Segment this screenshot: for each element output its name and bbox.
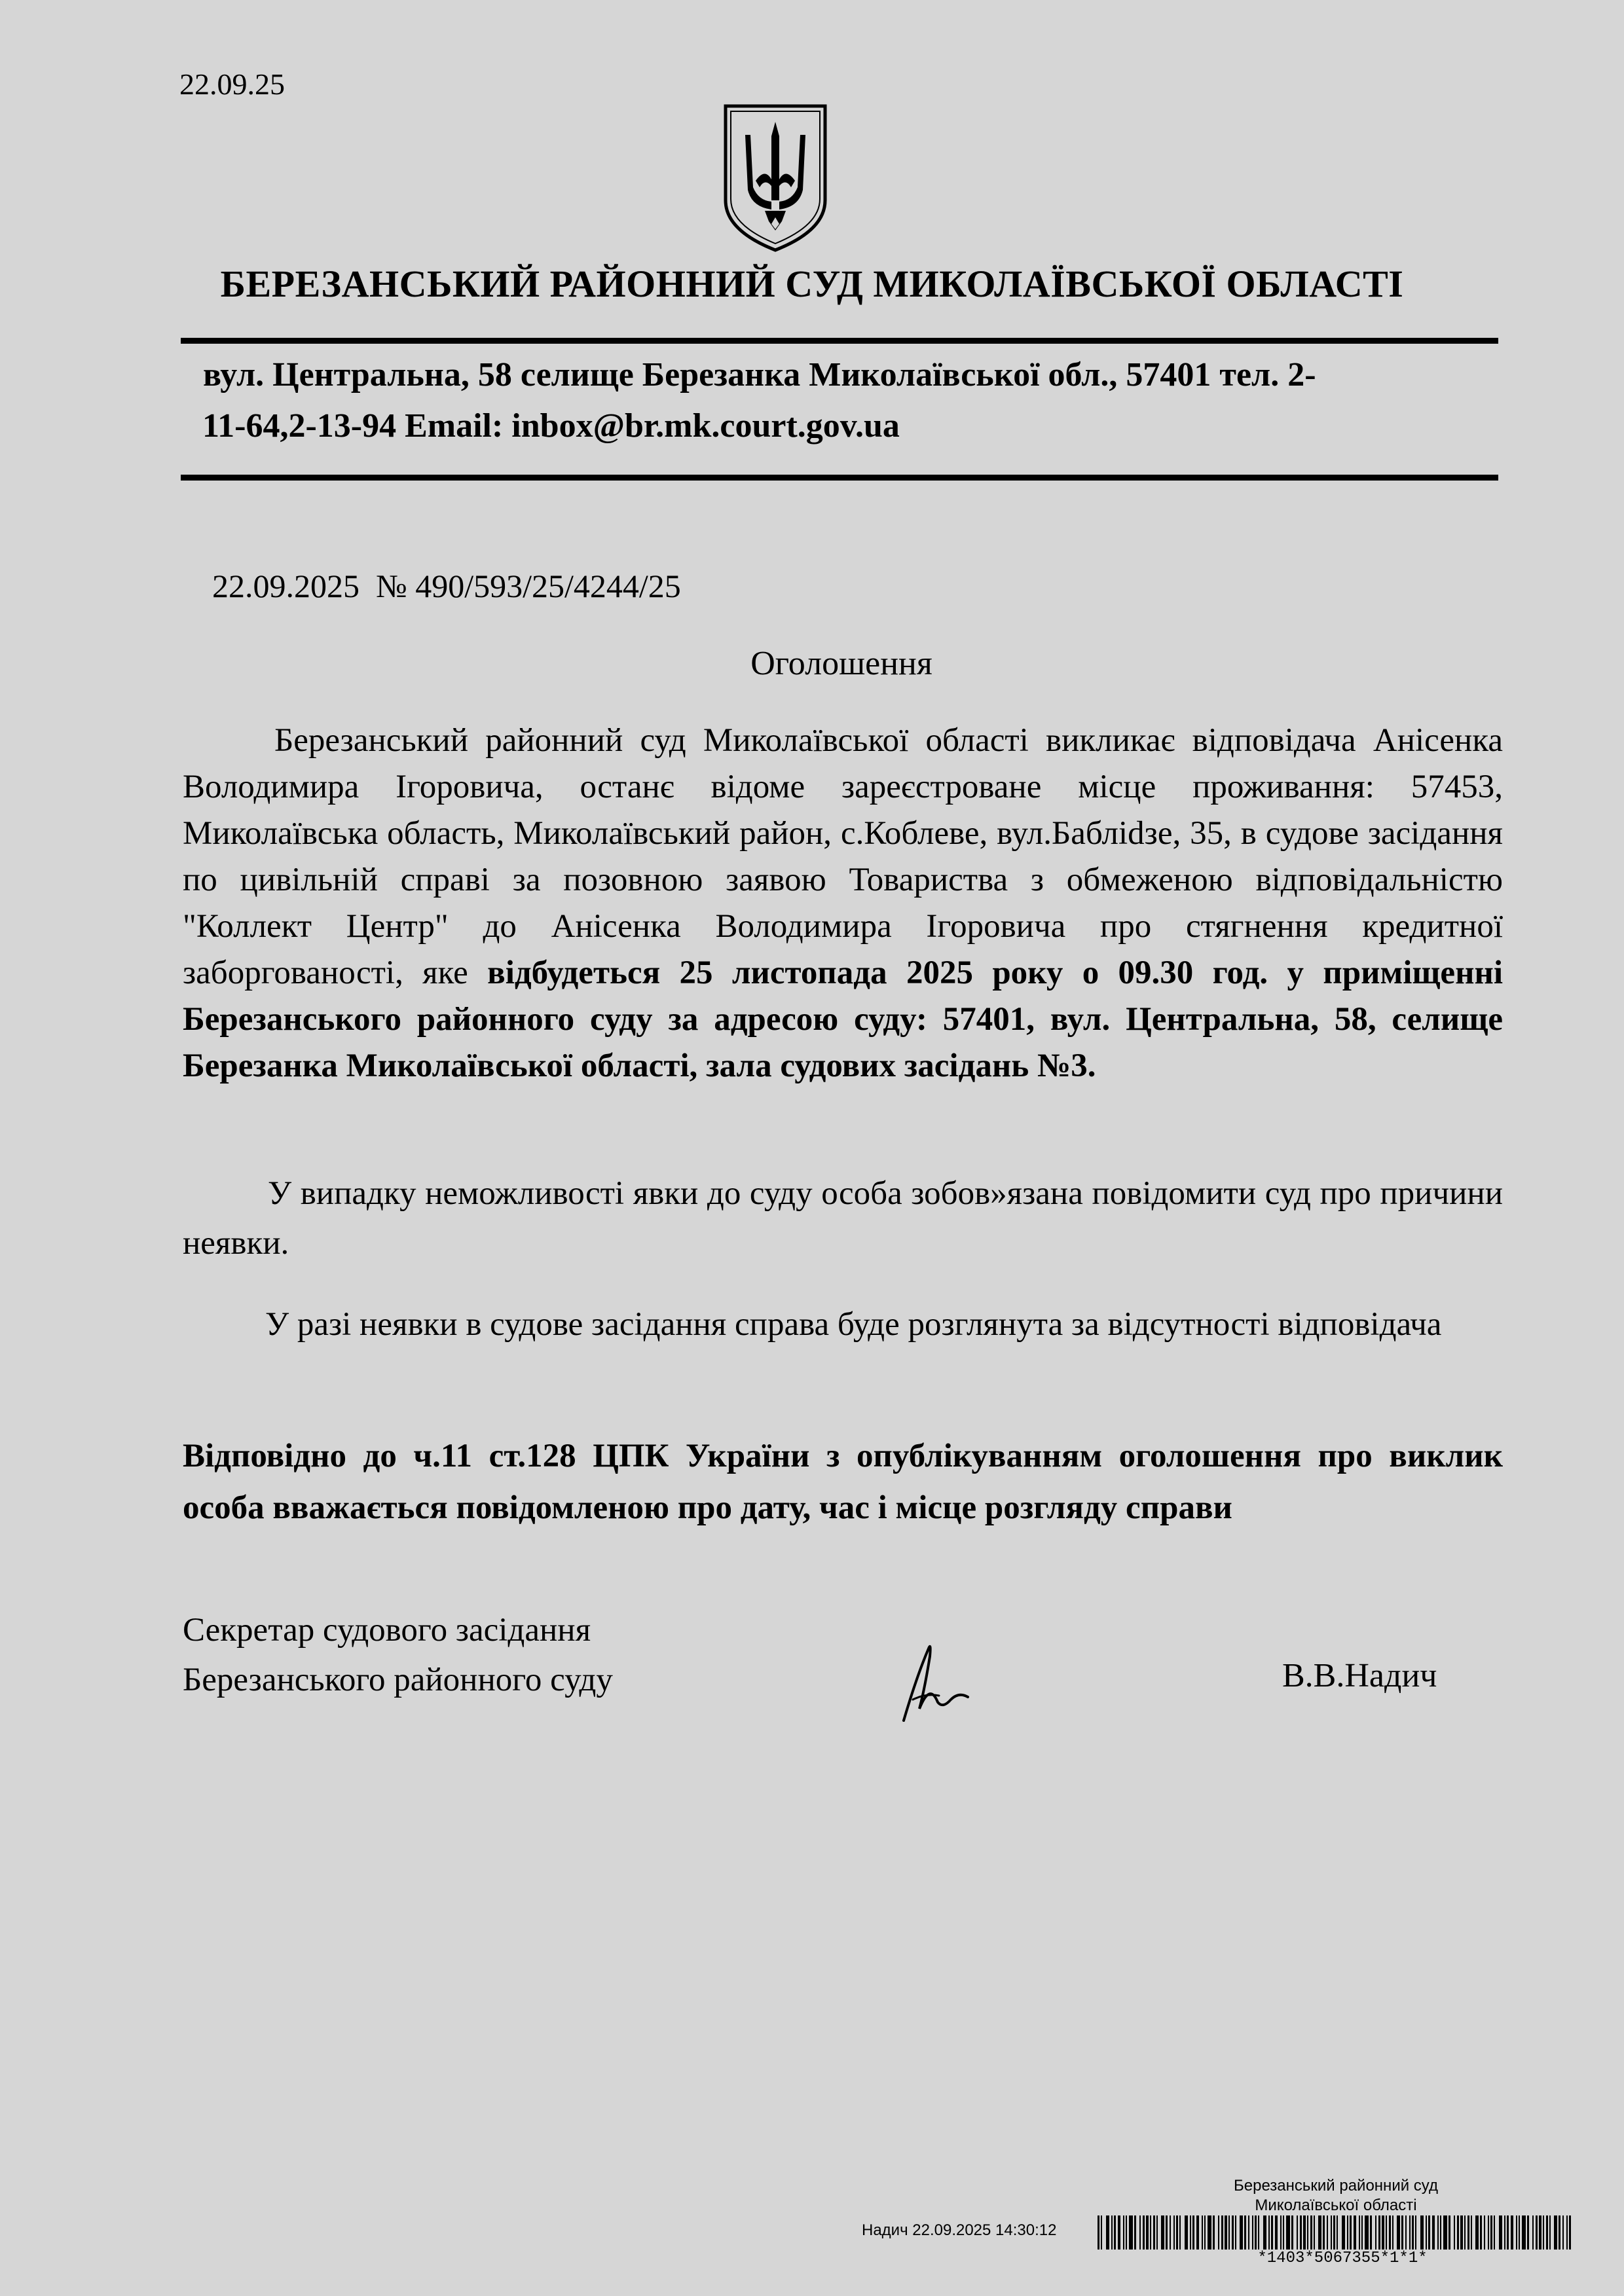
barcode-bar: [1129, 2215, 1133, 2250]
p1-bold-text: відбудеться 25 листопада 2025 року о 09.30 год. у приміщенні Березанського районного суду за адресою суду: 57401, вул. Центральна, 58, селище Березанка Миколаївської області, зала судових засідань №3.: [183, 955, 1504, 1084]
barcode-bar: [1318, 2215, 1321, 2250]
barcode-bar: [1291, 2215, 1293, 2250]
barcode-bar: [1539, 2215, 1541, 2250]
barcode-bar: [1118, 2215, 1120, 2250]
barcode-bar: [1150, 2215, 1151, 2250]
barcode-bar: [1248, 2215, 1249, 2250]
address-line-1: вул. Центральна, 58 селище Березанка Миколаївської обл., 57401 тел. 2-: [203, 356, 1316, 393]
barcode-bar: [1359, 2215, 1360, 2250]
barcode-bar: [1202, 2215, 1203, 2250]
barcode-bar: [1409, 2215, 1411, 2250]
barcode-bar: [1196, 2215, 1199, 2250]
barcode-icon: [1098, 2215, 1576, 2250]
notice-heading: Оголошення: [750, 645, 932, 682]
address-line-2: 11-64,2-13-94 Email: inbox@br.mk.court.gov.ua: [202, 407, 900, 445]
barcode-bar: [1499, 2215, 1502, 2250]
handwritten-signature-icon: [891, 1637, 982, 1728]
barcode-bar: [1153, 2215, 1155, 2250]
barcode-bar: [1511, 2215, 1513, 2250]
barcode-bar: [1179, 2215, 1181, 2250]
top-date: 22.09.25: [179, 67, 285, 101]
barcode-bar: [1405, 2215, 1407, 2250]
barcode-text: *1403*5067355*1*1*: [1257, 2250, 1428, 2267]
barcode-bar: [1244, 2215, 1246, 2250]
barcode-bar: [1484, 2215, 1485, 2250]
reference-date: 22.09.2025: [212, 568, 360, 604]
barcode-bar: [1440, 2215, 1441, 2250]
barcode-bar: [1331, 2215, 1332, 2250]
barcode-bar: [1263, 2215, 1266, 2250]
reference-number: № 490/593/25/4244/25: [376, 568, 681, 604]
barcode-bar: [1307, 2215, 1308, 2250]
barcode-bar: [1225, 2215, 1227, 2250]
barcode-bar: [1420, 2215, 1424, 2250]
barcode-bar: [1412, 2215, 1414, 2250]
barcode-bar: [1156, 2215, 1158, 2250]
barcode-bar: [1454, 2215, 1455, 2250]
barcode-bar: [1218, 2215, 1219, 2250]
barcode-bar: [1370, 2215, 1372, 2250]
barcode-bar: [1426, 2215, 1427, 2250]
stamp-court-line-2: Миколаївської області: [1255, 2196, 1417, 2214]
notice-paragraph-2: У випадку неможливості явки до суду особа зобов»язана повідомити суд про причини неявки.: [183, 1175, 1503, 1262]
barcode-bar: [1286, 2215, 1290, 2250]
barcode-bar: [1275, 2215, 1278, 2250]
barcode-bar: [1213, 2215, 1215, 2250]
barcode-bar: [1126, 2215, 1127, 2250]
barcode-bar: [1204, 2215, 1206, 2250]
court-title: БЕРЕЗАНСЬКИЙ РАЙОННИЙ СУД МИКОЛАЇВСЬКОЇ ОБЛАСТІ: [220, 263, 1404, 305]
barcode-bar: [1303, 2215, 1306, 2250]
barcode-bar: [1536, 2215, 1538, 2250]
barcode-bar: [1392, 2215, 1393, 2250]
barcode-bar: [1268, 2215, 1270, 2250]
barcode-bar: [1375, 2215, 1376, 2250]
barcode-bar: [1559, 2215, 1560, 2250]
barcode-bar: [1543, 2215, 1544, 2250]
barcode-bar: [1490, 2215, 1492, 2250]
notice-paragraph-4: Відповідно до ч.11 ст.128 ЦПК України з опублікуванням оголошення про виклик особа вважається повідомленою про дату, час і місце розгляду справи: [183, 1438, 1503, 1526]
barcode-bar: [1361, 2215, 1363, 2250]
barcode-bar: [1437, 2215, 1439, 2250]
barcode-bar: [1297, 2215, 1298, 2250]
barcode-bar: [1192, 2215, 1194, 2250]
barcode-bar: [1471, 2215, 1472, 2250]
barcode-bar: [1323, 2215, 1325, 2250]
barcode-bar: [1342, 2215, 1345, 2250]
barcode-bar: [1221, 2215, 1223, 2250]
header-divider-bottom: [181, 475, 1498, 481]
barcode-bar: [1134, 2215, 1136, 2250]
barcode-bar: [1235, 2215, 1236, 2250]
barcode-bar: [1365, 2215, 1369, 2250]
barcode-bar: [1098, 2215, 1099, 2250]
barcode-bar: [1397, 2215, 1400, 2250]
barcode-bar: [1258, 2215, 1259, 2250]
barcode-bar: [1170, 2215, 1171, 2250]
barcode-bar: [1240, 2215, 1243, 2250]
barcode-bar: [1143, 2215, 1145, 2250]
barcode-bar: [1532, 2215, 1534, 2250]
barcode-bar: [1562, 2215, 1564, 2250]
barcode-bar: [1519, 2215, 1520, 2250]
barcode-bar: [1415, 2215, 1416, 2250]
barcode-bar: [1310, 2215, 1312, 2250]
barcode-bar: [1139, 2215, 1141, 2250]
barcode-bar: [1350, 2215, 1352, 2250]
barcode-bar: [1449, 2215, 1450, 2250]
barcode-bar: [1522, 2215, 1526, 2250]
barcode-bar: [1347, 2215, 1348, 2250]
signature-role-line-1: Секретар судового засідання: [183, 1612, 591, 1649]
barcode-bar: [1464, 2215, 1466, 2250]
barcode-bar: [1228, 2215, 1230, 2250]
barcode-bar: [1546, 2215, 1548, 2250]
trident-emblem-icon: [719, 102, 832, 254]
barcode-bar: [1480, 2215, 1482, 2250]
barcode-bar: [1467, 2215, 1469, 2250]
barcode-bar: [1354, 2215, 1356, 2250]
p1-text: Березанський районний суд Миколаївської області викликає відповідача Анісенка Володимира Ігоровича, останє відоме зареєстроване місце проживання: 57453, Миколаївська область, Миколаївський район, с.Коблеве, вул.Бабліdзе, 35, в судове засідання по цивільній справі за позовною заявою Товариства з обмеженою відповідальністю "Коллект Центр" до Анісенка Володимира Ігоровича про стягнення кредитної заборгованості, яке: [183, 722, 1503, 991]
barcode-bar: [1106, 2215, 1109, 2250]
barcode-bar: [1566, 2215, 1568, 2250]
barcode-bar: [1432, 2215, 1435, 2250]
barcode-bar: [1494, 2215, 1495, 2250]
barcode-bar: [1208, 2215, 1211, 2250]
notice-paragraph-1: [183, 718, 1503, 1089]
barcode-bar: [1554, 2215, 1557, 2250]
barcode-bar: [1173, 2215, 1175, 2250]
stamp-court-line-1: Березанський районний суд: [1234, 2177, 1438, 2195]
barcode-bar: [1111, 2215, 1113, 2250]
barcode-bar: [1101, 2215, 1102, 2250]
barcode-bar: [1146, 2215, 1149, 2250]
notice-paragraph-3: У разі неявки в судове засідання справа буде розглянута за відсутності відповідача: [265, 1306, 1442, 1343]
barcode-bar: [1123, 2215, 1124, 2250]
signatory-name: В.В.Надич: [1282, 1657, 1437, 1694]
barcode-bar: [1516, 2215, 1517, 2250]
header-divider-top: [181, 338, 1498, 344]
barcode-bar: [1333, 2215, 1335, 2250]
barcode-bar: [1283, 2215, 1284, 2250]
barcode-bar: [1386, 2215, 1387, 2250]
barcode-bar: [1389, 2215, 1391, 2250]
barcode-bar: [1255, 2215, 1257, 2250]
barcode-bar: [1443, 2215, 1447, 2250]
barcode-bar: [1488, 2215, 1489, 2250]
barcode-bar: [1569, 2215, 1571, 2250]
barcode-bar: [1232, 2215, 1234, 2250]
barcode-bar: [1271, 2215, 1273, 2250]
barcode-bar: [1428, 2215, 1430, 2250]
barcode-bar: [1549, 2215, 1551, 2250]
barcode-bar: [1401, 2215, 1403, 2250]
barcode-bar: [1166, 2215, 1168, 2250]
barcode-bar: [1337, 2215, 1338, 2250]
barcode-bar: [1457, 2215, 1459, 2250]
barcode-bar: [1327, 2215, 1328, 2250]
barcode-bar: [1507, 2215, 1509, 2250]
barcode-bar: [1504, 2215, 1505, 2250]
signature-role: [183, 1605, 613, 1705]
barcode-bar: [1114, 2215, 1116, 2250]
barcode-bar: [1382, 2215, 1384, 2250]
barcode-bar: [1252, 2215, 1253, 2250]
stamp-user-time: Надич 22.09.2025 14:30:12: [862, 2221, 1057, 2239]
stamp-court: [1205, 2176, 1467, 2215]
barcode-bar: [1190, 2215, 1191, 2250]
barcode-bar: [1460, 2215, 1463, 2250]
reference-line: [212, 567, 681, 605]
signature-role-line-2: Березанського районного суду: [183, 1662, 613, 1698]
barcode-bar: [1280, 2215, 1282, 2250]
court-address: [203, 350, 1506, 452]
barcode-bar: [1314, 2215, 1315, 2250]
barcode-bar: [1176, 2215, 1178, 2250]
barcode-bar: [1378, 2215, 1380, 2250]
barcode-bar: [1185, 2215, 1188, 2250]
barcode-bar: [1161, 2215, 1164, 2250]
barcode-bar: [1475, 2215, 1479, 2250]
barcode-bar: [1300, 2215, 1302, 2250]
barcode-bar: [1527, 2215, 1529, 2250]
